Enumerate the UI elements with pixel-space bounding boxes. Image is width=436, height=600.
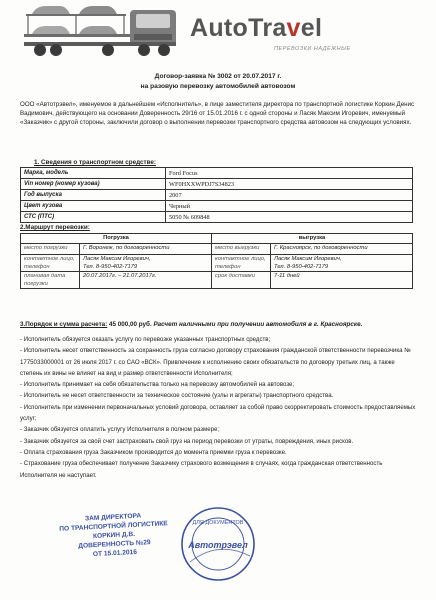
section-route-heading: 2.Маршрут перевозки: — [20, 224, 90, 231]
term-item: - Страхование груза обеспечивает получение Заказчику страхового возмещения в случаях, когда гражданская ответственность Исполнителя не наступает. — [20, 460, 383, 479]
logo-slogan: ПЕРЕВОЗКИ НАДЕЖНЫЕ — [274, 46, 351, 52]
table-row — [21, 212, 413, 223]
unload-contact-value — [270, 255, 412, 272]
stamp-line: ЗАМ ДИРЕКТОРА — [84, 512, 142, 523]
vehicle-value: Ford Focus — [166, 168, 413, 179]
vehicle-label: СТС (ПТС) — [21, 212, 166, 223]
section-payment — [20, 321, 362, 328]
table-row — [21, 255, 413, 272]
payment-text: Расчет наличными при получении автомобиля в г. Красноярске. — [153, 321, 363, 328]
company-logo: AutoTravel — [190, 14, 323, 42]
vehicle-value: Черный — [166, 201, 413, 212]
load-contact-name: Ласяк Максим Игоревич, — [83, 256, 151, 262]
car-transporter-truck-icon — [24, 4, 182, 60]
unload-place-value: Г. Красноярск, по договоренности — [270, 244, 412, 255]
signatory-stamp — [33, 509, 195, 562]
table-row — [21, 179, 413, 190]
contract-terms — [20, 334, 416, 481]
load-date-value: 20.07.2017г. – 21.07.2017г. — [80, 272, 212, 289]
load-contact-phone: Тел. 8-950-402-7179 — [83, 264, 138, 270]
unload-contact-name: Ласяк Максим Игоревич, — [273, 256, 342, 262]
payment-amount: 45 000,00 руб. — [109, 321, 152, 328]
payment-label: 3.Порядок и сумма расчета: — [20, 321, 108, 328]
load-header: Погрузка — [21, 234, 212, 244]
term-item: - Оплата страхования груза Заказчиком производится до момента приемки груза к перевозке. — [20, 448, 287, 456]
company-seal-icon — [178, 504, 258, 584]
term-item: - Исполнитель принимает на себя обязательства только на перевозку автомобилей на автовозе; — [20, 381, 295, 389]
stamp-line: ОТ 15.01.2016 — [92, 548, 138, 559]
vehicle-value: 5050 № 609848 — [166, 212, 413, 223]
load-date-label: плановая дата погрузки — [21, 272, 80, 289]
stamp-line: ДОВЕРЕННОСТЬ №29 — [78, 539, 151, 550]
seal-ring-text: ДЛЯ ДОКУМЕНТОВ — [192, 520, 244, 526]
vehicle-label: Vin номер (номер кузова) — [21, 179, 166, 190]
table-row — [21, 201, 413, 212]
table-row — [21, 234, 413, 244]
table-row — [21, 272, 413, 289]
load-place-value: Г. Воронеж, по договоренности — [80, 244, 212, 255]
contract-intro: ООО «Автотрэвел», именуемое в дальнейшем «Исполнитель», в лице заместителя директора по транспортной логистике Коркин Денис Вадимович, действующего на основании Доверенность 29/16 от 15.01.2016 г. с одной стороны и Ласяк Максим Игоревич, именуемый «Заказчик» с другой стороны, заключили договор о выполнении перевозки транспортного средства автовозом на следующих условиях. — [20, 101, 415, 126]
vehicle-table — [20, 167, 413, 223]
stamp-line: ПО ТРАНСПОРТНОЙ ЛОГИСТИКЕ — [59, 520, 168, 533]
vehicle-label: Цвет кузова — [21, 201, 166, 212]
unload-header: выгрузка — [211, 234, 412, 244]
vehicle-label: Год выпуска — [21, 190, 166, 201]
delivery-term-value: 7-11 дней — [270, 272, 412, 289]
unload-place-label: место выгрузки — [211, 244, 270, 255]
unload-contact-phone: Тел. 8-950-402-7179 — [273, 264, 329, 270]
term-item: - Исполнитель обязуется оказать услугу по перевозке указанных транспортных средств; — [20, 336, 271, 343]
term-item: - Заказчик обязуется оплатить услугу Исполнителя в полном размере; — [20, 426, 220, 434]
term-item: - Исполнитель не несет ответственности за техническое состояние (узлы и агрегаты) транспортного средства. — [20, 392, 334, 400]
vehicle-value: WF0HXXWPDJ7S34823 — [166, 179, 413, 190]
table-row — [21, 244, 413, 255]
table-row — [21, 190, 413, 201]
section-vehicle-heading: 1. Сведения о транспортном средстве: — [34, 159, 156, 166]
term-item: - Исполнитель несет ответственность за сохранность груза согласно договору страхования гражданской ответственности перевозчика № 1775033000001 от 26 июля 2017 г. со САО «ВСК». Привлечение к исполнению своих обязательств по договору третьих лиц, а также степень их вины не влияет на вид и размер ответственности Исполнителя; — [20, 347, 411, 377]
load-contact-label: контактное лицо, телефон — [21, 255, 80, 272]
route-table — [20, 233, 413, 289]
term-item: - Исполнитель при изменении первоначальных условий договора, оставляет за собой право скорректировать стоимость предоставляемых услуг; — [20, 403, 416, 423]
delivery-term-label: срок доставки — [211, 272, 270, 289]
term-item: - Заказчик обязуется за свой счет застраховать свой груз на период перевозки от утраты, повреждения, иных рисков. — [20, 437, 354, 445]
table-row — [21, 168, 413, 179]
contract-subtitle: на разовую перевозку автомобилей автовозом — [140, 83, 296, 90]
vehicle-value: 2007 — [166, 190, 413, 201]
load-contact-value — [80, 255, 212, 272]
contract-title: Договор-заявка № 3002 от 20.07.2017 г. — [154, 73, 282, 80]
unload-contact-label: контактное лицо, телефон — [211, 255, 270, 272]
load-place-label: место погрузки — [21, 244, 80, 255]
stamp-line: КОРКИН Д.В. — [92, 530, 136, 541]
seal-name-text: Автотрэвел — [188, 540, 248, 550]
vehicle-label: Марка, модель — [21, 168, 166, 179]
